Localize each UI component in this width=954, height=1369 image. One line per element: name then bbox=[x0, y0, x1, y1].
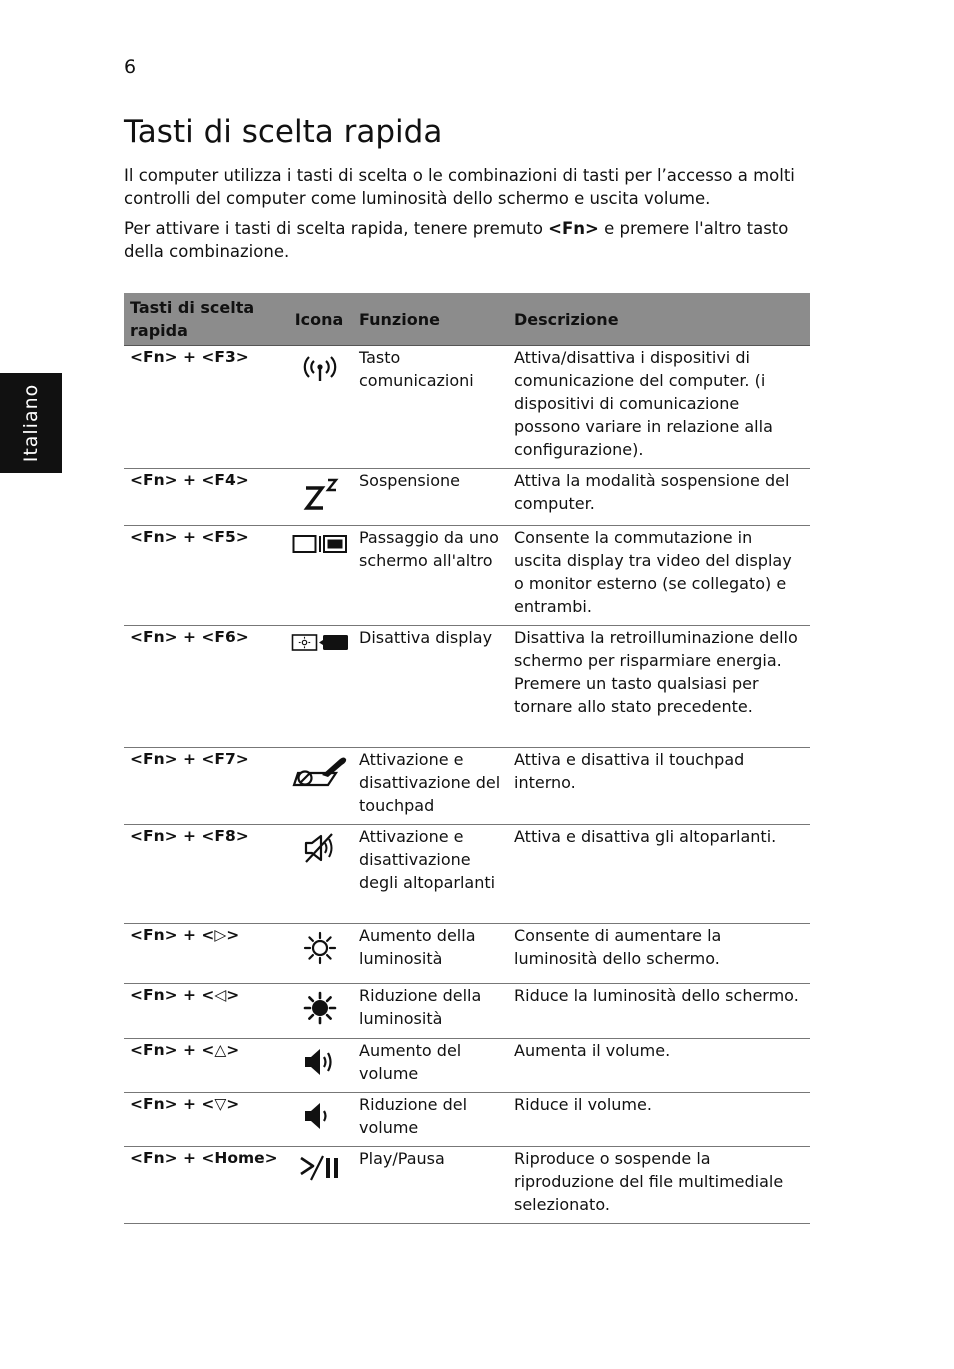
table-row bbox=[124, 526, 810, 626]
row-keys: <Fn> + <F7> bbox=[124, 748, 285, 825]
display-toggle-icon bbox=[292, 533, 348, 555]
play-pause-icon bbox=[299, 1154, 341, 1182]
header-keys: Tasti di scelta rapida bbox=[124, 293, 285, 346]
table-header-row bbox=[124, 293, 810, 346]
brightness-up-icon bbox=[303, 931, 337, 965]
row-description: Riproduce o sospende la riproduzione del file multimediale selezionato. bbox=[508, 1147, 810, 1224]
page-title: Tasti di scelta rapida bbox=[124, 114, 443, 150]
row-function: Play/Pausa bbox=[353, 1147, 508, 1224]
intro-paragraph-2: Per attivare i tasti di scelta rapida, tenere premuto <Fn> e premere l'altro tasto della combinazione. bbox=[124, 219, 789, 261]
row-keys: <Fn> + <△> bbox=[124, 1039, 285, 1093]
table-row bbox=[124, 1039, 810, 1093]
row-description: Disattiva la retroilluminazione dello schermo per risparmiare energia. Premere un tasto qualsiasi per tornare allo stato precedente. bbox=[508, 626, 810, 748]
table-row bbox=[124, 346, 810, 469]
touchpad-toggle-icon bbox=[292, 755, 348, 787]
header-description: Descrizione bbox=[508, 293, 810, 346]
row-description: Aumenta il volume. bbox=[508, 1039, 810, 1093]
speaker-mute-icon bbox=[302, 832, 338, 864]
table-row bbox=[124, 748, 810, 825]
row-function: Tasto comunicazioni bbox=[353, 346, 508, 469]
row-keys: <Fn> + <F3> bbox=[124, 346, 285, 469]
row-description: Riduce la luminosità dello schermo. bbox=[508, 984, 810, 1039]
table-row bbox=[124, 825, 810, 924]
row-keys: <Fn> + <Home> bbox=[124, 1147, 285, 1224]
row-function: Disattiva display bbox=[353, 626, 508, 748]
table-row bbox=[124, 626, 810, 748]
row-keys: <Fn> + <◁> bbox=[124, 984, 285, 1039]
row-description: Consente di aumentare la luminosità dello schermo. bbox=[508, 924, 810, 984]
row-keys: <Fn> + <F5> bbox=[124, 526, 285, 626]
header-function: Funzione bbox=[353, 293, 508, 346]
table-row bbox=[124, 984, 810, 1039]
row-function: Attivazione e disattivazione degli altoparlanti bbox=[353, 825, 508, 924]
row-keys: <Fn> + <F6> bbox=[124, 626, 285, 748]
row-description: Consente la commutazione in uscita display tra video del display o monitor esterno (se collegato) e entrambi. bbox=[508, 526, 810, 626]
display-off-icon bbox=[291, 633, 349, 653]
intro-paragraph-1: Il computer utilizza i tasti di scelta o le combinazioni di tasti per l’accesso a molti controlli del computer come luminosità dello schermo e uscita volume. bbox=[124, 166, 795, 208]
wireless-icon bbox=[300, 353, 340, 385]
row-function: Aumento del volume bbox=[353, 1039, 508, 1093]
table-row bbox=[124, 1093, 810, 1147]
language-tab bbox=[0, 373, 62, 473]
row-description: Attiva/disattiva i dispositivi di comunicazione del computer. (i dispositivi di comunicazione possono variare in relazione alla configurazione). bbox=[508, 346, 810, 469]
language-tab-label: Italiano bbox=[20, 383, 42, 463]
row-function: Riduzione della luminosità bbox=[353, 984, 508, 1039]
header-icon: Icona bbox=[285, 293, 353, 346]
row-description: Riduce il volume. bbox=[508, 1093, 810, 1147]
row-function: Passaggio da uno schermo all'altro bbox=[353, 526, 508, 626]
row-function: Riduzione del volume bbox=[353, 1093, 508, 1147]
row-description: Attiva e disattiva gli altoparlanti. bbox=[508, 825, 810, 924]
page-number: 6 bbox=[124, 56, 137, 78]
row-description: Attiva la modalità sospensione del computer. bbox=[508, 469, 810, 526]
row-description: Attiva e disattiva il touchpad interno. bbox=[508, 748, 810, 825]
volume-up-icon bbox=[302, 1046, 338, 1078]
hotkeys-table bbox=[124, 293, 810, 1224]
row-keys: <Fn> + <▽> bbox=[124, 1093, 285, 1147]
volume-down-icon bbox=[302, 1100, 338, 1132]
row-keys: <Fn> + <F8> bbox=[124, 825, 285, 924]
row-keys: <Fn> + <F4> bbox=[124, 469, 285, 526]
row-function: Sospensione bbox=[353, 469, 508, 526]
fn-key: <Fn> bbox=[548, 219, 599, 238]
brightness-down-icon bbox=[303, 991, 337, 1025]
table-row bbox=[124, 924, 810, 984]
table-row bbox=[124, 469, 810, 526]
row-function: Attivazione e disattivazione del touchpad bbox=[353, 748, 508, 825]
table-row bbox=[124, 1147, 810, 1224]
row-function: Aumento della luminosità bbox=[353, 924, 508, 984]
sleep-icon bbox=[300, 476, 340, 512]
row-keys: <Fn> + <▷> bbox=[124, 924, 285, 984]
